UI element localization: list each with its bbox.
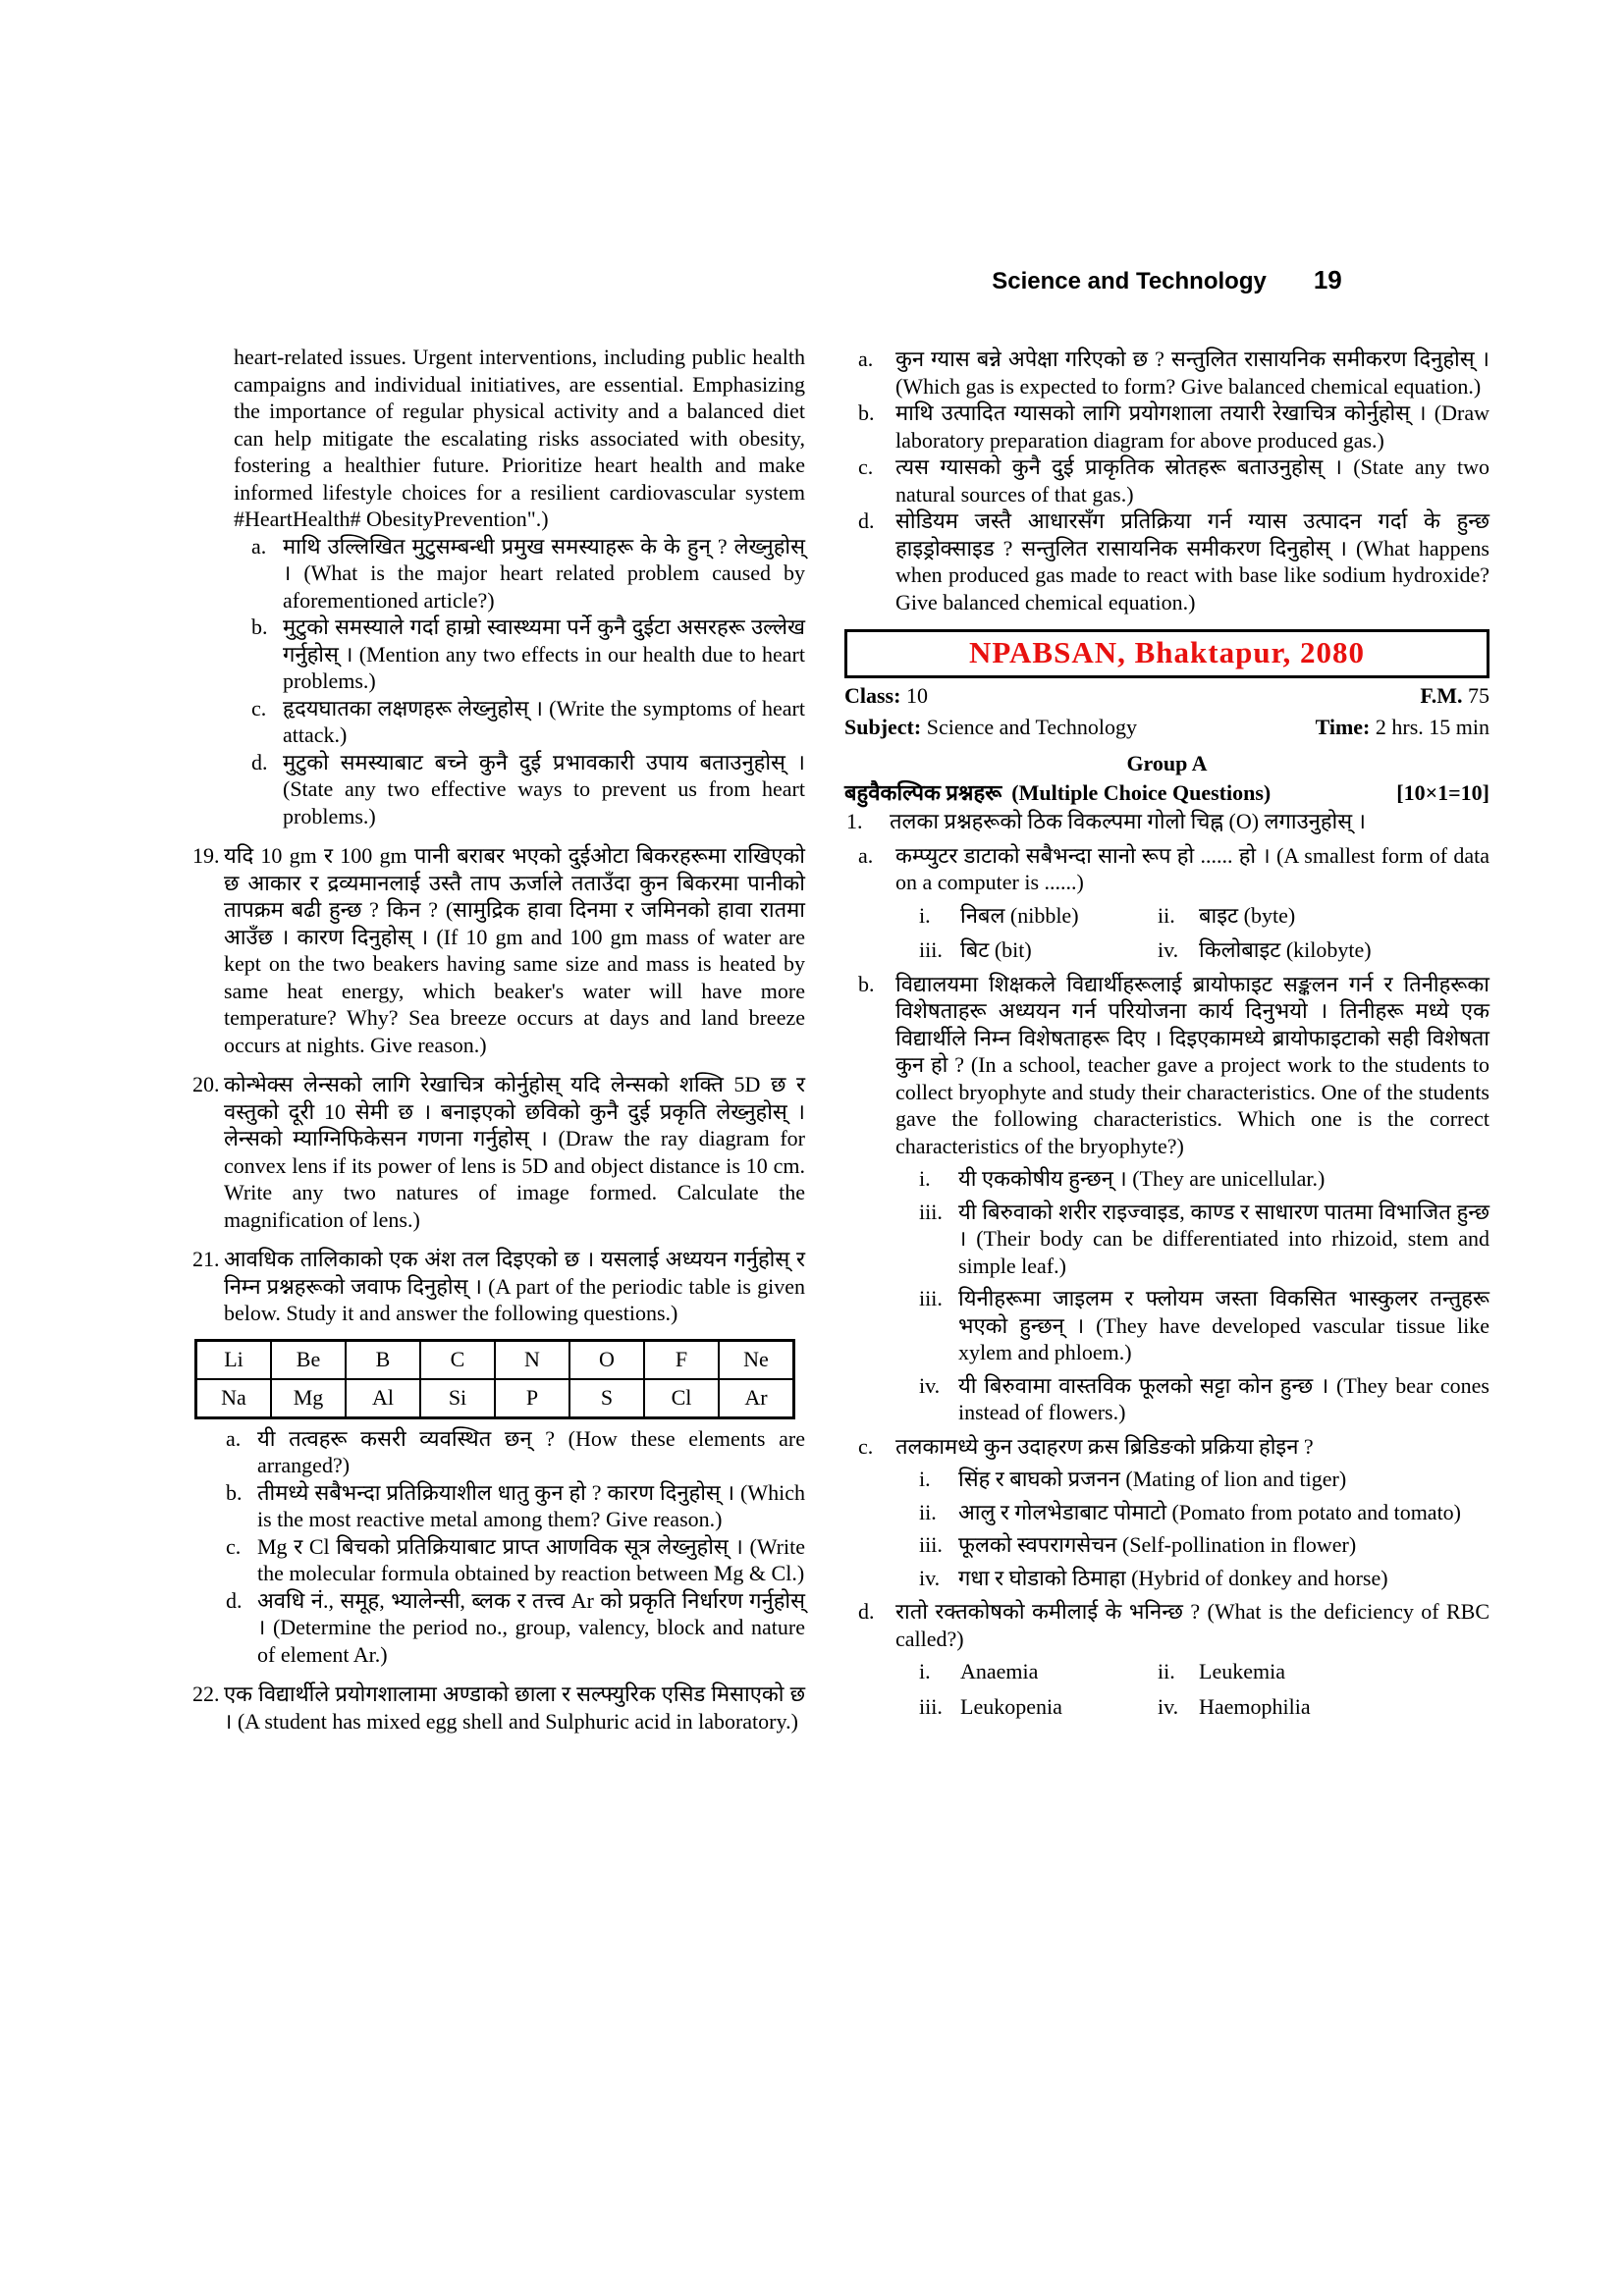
- time-field: [1316, 714, 1489, 741]
- chapter-title: Science and Technology: [992, 268, 1267, 294]
- item-label: a.: [226, 1425, 242, 1451]
- mcq-c-options: [844, 1466, 1489, 1591]
- option-text: यी एककोषीय हुन्छन् । (They are unicellular.): [958, 1166, 1326, 1191]
- option-label: i.: [919, 1467, 931, 1491]
- option-i: [919, 1658, 1158, 1685]
- mcq-heading-text: [844, 779, 1271, 807]
- exam-title-box: [844, 629, 1489, 678]
- class-field: [844, 682, 928, 710]
- item-label: b.: [226, 1479, 243, 1505]
- element-cell: Cl: [644, 1379, 719, 1418]
- item-label: d.: [858, 1599, 875, 1624]
- element-cell: Al: [346, 1379, 420, 1418]
- item-label: b.: [858, 400, 875, 425]
- item-label: c.: [251, 695, 267, 721]
- option-text: बिट (bit): [960, 937, 1032, 962]
- item-label: c.: [226, 1533, 242, 1559]
- periodic-table-fragment: [194, 1339, 795, 1419]
- element-cell: N: [495, 1340, 569, 1379]
- item-text: विद्यालयमा शिक्षकले विद्यार्थीहरूलाई ब्रायोफाइट सङ्कलन गर्न र तिनीहरूका विशेषताहरू अध्ययन गर्न परियोजना कार्य दिनुभयो । तिनीहरू मध्ये एक विद्यार्थीले निम्न विशेषताहरू दिए । दिइएकामध्ये ब्रायोफाइटाको सही विशेषता कुन हो ? (In a school, teacher gave a project work to the students to collect bryophyte and study their characteristics. One of the students gave the following characteristics. Which one is the correct characteristics of the bryophyte?): [895, 971, 1489, 1158]
- option-iii: [919, 1693, 1158, 1721]
- element-cell: S: [569, 1379, 644, 1418]
- option-text: Anaemia: [960, 1659, 1039, 1683]
- option-ii: [844, 1499, 1489, 1526]
- element-cell: Be: [271, 1340, 346, 1379]
- list-item-b: [163, 614, 805, 695]
- option-label: ii.: [1158, 902, 1175, 928]
- option-text: निबल (nibble): [960, 902, 1079, 928]
- question-number: 20.: [192, 1072, 220, 1096]
- item-text: रातो रक्तकोषको कमीलाई के भनिन्छ ? (What is the deficiency of RBC called?): [895, 1599, 1489, 1651]
- option-text: यी बिरुवामा वास्तविक फूलको सट्टा कोन हुन्छ । (They bear cones instead of flowers.): [958, 1372, 1489, 1424]
- option-i: [844, 1165, 1489, 1193]
- exam-title: NPABSAN, Bhaktapur, 2080: [969, 635, 1365, 669]
- item-text: हृदयघातका लक्षणहरू लेख्नुहोस् । (Write the symptoms of heart attack.): [283, 695, 805, 747]
- option-label: iii.: [919, 1693, 943, 1719]
- question-number: 19.: [192, 843, 220, 868]
- option-i: [919, 902, 1158, 930]
- option-ii: [1158, 1658, 1489, 1685]
- item-text: तीमध्ये सबैभन्दा प्रतिक्रियाशील धातु कुन हो ? कारण दिनुहोस् । (Which is the most reactive metal among them? Give reason.): [257, 1479, 805, 1531]
- item-text: मुटुको समस्याबाट बच्ने कुनै दुई प्रभावकारी उपाय बताउनुहोस् । (State any two effective ways to prevent us from heart problems.): [283, 749, 805, 828]
- option-iii: [844, 1531, 1489, 1559]
- mcq-marks: [10×1=10]: [1396, 779, 1489, 805]
- item-text: त्यस ग्यासको कुनै दुई प्राकृतिक स्रोतहरू बताउनुहोस् । (State any two natural sources of that gas.): [895, 454, 1489, 507]
- list-item-a: [844, 346, 1489, 400]
- fm-label: F.M.: [1420, 683, 1463, 708]
- item-text: माथि उत्पादित ग्यासको लागि प्रयोगशाला तयारी रेखाचित्र कोर्नुहोस् । (Draw laboratory preparation diagram for above produced gas.): [895, 400, 1489, 453]
- fm-field: [1420, 682, 1489, 710]
- option-iv: [1158, 1693, 1489, 1721]
- question-number: 22.: [192, 1682, 220, 1706]
- option-text: Haemophilia: [1199, 1693, 1311, 1719]
- option-label: ii.: [919, 1499, 937, 1524]
- question-19: [163, 842, 805, 1058]
- list-item-b: [844, 400, 1489, 454]
- option-label: i.: [919, 1166, 931, 1191]
- option-text: Leukemia: [1199, 1659, 1285, 1683]
- item-label: d.: [858, 508, 875, 533]
- question-number: 1.: [846, 809, 863, 833]
- option-label: iii.: [919, 937, 943, 962]
- table-row: [196, 1340, 794, 1379]
- item-label: b.: [858, 971, 875, 996]
- option-ii: [1158, 902, 1489, 930]
- time-label: Time:: [1315, 714, 1371, 739]
- option-i: [844, 1466, 1489, 1493]
- item-text: कुन ग्यास बन्ने अपेक्षा गरिएको छ ? सन्तुलित रासायनिक समीकरण दिनुहोस् । (Which gas is expected to form? Give balanced chemical equation.): [895, 347, 1489, 399]
- question-21: [163, 1246, 805, 1327]
- item-label: b.: [251, 614, 268, 639]
- question-text: तलका प्रश्नहरूको ठिक विकल्पमा गोलो चिह्न (O) लगाउनुहोस् ।: [890, 809, 1366, 833]
- item-label: a.: [858, 347, 874, 371]
- item-text: यी तत्वहरू कसरी व्यवस्थित छन् ? (How these elements are arranged?): [257, 1425, 805, 1477]
- question-20: [163, 1071, 805, 1233]
- question-1: [844, 808, 1489, 835]
- item-text: अवधि नं., समूह, भ्यालेन्सी, ब्लक र तत्त्व Ar को प्रकृति निर्धारण गर्नुहोस् । (Determine the period no., group, valency, block and nature of element Ar.): [257, 1587, 805, 1667]
- option-text: फूलको स्वपरागसेचन (Self-pollination in flower): [958, 1532, 1357, 1557]
- option-iv: [844, 1565, 1489, 1592]
- option-iii-first: [844, 1199, 1489, 1280]
- fm-value: 75: [1468, 683, 1489, 708]
- option-iii-second: [844, 1285, 1489, 1366]
- list-item-d: [844, 507, 1489, 615]
- element-cell: Na: [196, 1379, 272, 1418]
- mcq-item-b: [844, 971, 1489, 1160]
- mcq-item-a: [844, 842, 1489, 896]
- element-cell: Li: [196, 1340, 272, 1379]
- option-text: Leukopenia: [960, 1693, 1062, 1719]
- option-label: i.: [919, 1659, 931, 1683]
- option-label: iii.: [919, 1532, 943, 1557]
- element-cell: F: [644, 1340, 719, 1379]
- option-text: बाइट (byte): [1199, 902, 1296, 928]
- item-text: सोडियम जस्तै आधारसँग प्रतिक्रिया गर्न ग्यास उत्पादन गर्दा के हुन्छ हाइड्रोक्साइड ? सन्तुलित रासायनिक समीकरण दिनुहोस् । (What happens when produced gas made to react with base like sodium hydroxide? Give balanced chemical equation.): [895, 508, 1489, 614]
- table-row: [196, 1379, 794, 1418]
- mcq-b-options: [844, 1165, 1489, 1426]
- option-label: iv.: [1158, 1693, 1179, 1719]
- q21-item-a: [163, 1425, 805, 1479]
- subject-label: Subject:: [844, 714, 922, 739]
- option-label: iii.: [919, 1286, 943, 1310]
- left-column: [163, 344, 805, 1735]
- list-item-c: [163, 695, 805, 749]
- option-label: i.: [919, 902, 931, 928]
- item-label: a.: [251, 533, 267, 559]
- item-label: c.: [858, 454, 874, 479]
- element-cell: P: [495, 1379, 569, 1418]
- item-label: d.: [226, 1587, 243, 1613]
- list-item-d: [163, 749, 805, 830]
- item-text: मुटुको समस्याले गर्दा हाम्रो स्वास्थ्यमा पर्ने कुनै दुईटा असरहरू उल्लेख गर्नुहोस् । (Mention any two effects in our health due to heart problems.): [283, 614, 805, 693]
- element-cell: Mg: [271, 1379, 346, 1418]
- q18-continuation-paragraph: heart-related issues. Urgent interventions, including public health campaigns and individual initiatives, are essential. Emphasizing the importance of regular physical activity and a balanced diet can help mitigate the escalating risks associated with obesity, fostering a healthier future. Prioritize heart health and make informed lifestyle choices for a resilient cardiovascular system #HeartHealth# ObesityPrevention".): [234, 345, 805, 531]
- mcq-item-d: [844, 1598, 1489, 1652]
- item-text: माथि उल्लिखित मुटुसम्बन्धी प्रमुख समस्याहरू के के हुन् ? लेख्नुहोस् । (What is the major heart related problem caused by aforementioned article?): [283, 533, 805, 613]
- option-text: सिंह र बाघको प्रजनन (Mating of lion and tiger): [958, 1467, 1347, 1491]
- item-label: a.: [858, 842, 874, 868]
- list-item-c: [844, 454, 1489, 507]
- option-label: iii.: [919, 1199, 943, 1224]
- class-value: 10: [905, 683, 928, 708]
- running-head: [844, 267, 1489, 295]
- exam-meta-row-1: [844, 682, 1489, 710]
- element-cell: Ar: [719, 1379, 794, 1418]
- q21-item-b: [163, 1479, 805, 1533]
- option-text: गधा र घोडाको ठिमाहा (Hybrid of donkey and horse): [958, 1565, 1388, 1590]
- element-cell: C: [420, 1340, 495, 1379]
- page-number: 19: [1313, 265, 1342, 294]
- option-text: यिनीहरूमा जाइलम र फ्लोयम जस्ता विकसित भास्कुलर तन्तुहरू भएको हुन्छन् । (They have developed vascular tissue like xylem and phloem.): [958, 1286, 1489, 1364]
- subject-field: [844, 714, 1137, 741]
- option-text: आलु र गोलभेडाबाट पोमाटो (Pomato from potato and tomato): [958, 1499, 1462, 1524]
- item-text: तलकामध्ये कुन उदाहरण क्रस ब्रिडिङको प्रक्रिया होइन ?: [895, 1433, 1314, 1459]
- right-column: [844, 346, 1489, 1720]
- mcq-heading-nepali: बहुवैकल्पिक प्रश्नहरू: [844, 779, 1002, 805]
- subject-value: Science and Technology: [926, 714, 1138, 739]
- time-value: 2 hrs. 15 min: [1375, 714, 1489, 739]
- option-iii: [919, 936, 1158, 964]
- group-title: Group A: [1126, 751, 1208, 775]
- mcq-a-options: [919, 902, 1489, 964]
- option-label: ii.: [1158, 1659, 1175, 1683]
- mcq-d-options: [919, 1658, 1489, 1720]
- q21-item-c: [163, 1533, 805, 1587]
- class-label: Class:: [844, 683, 901, 708]
- element-cell: O: [569, 1340, 644, 1379]
- option-label: iv.: [919, 1372, 941, 1398]
- q21-item-d: [163, 1587, 805, 1669]
- exam-meta-row-2: [844, 714, 1489, 741]
- option-label: iv.: [1158, 937, 1179, 962]
- mcq-heading-english: (Multiple Choice Questions): [1011, 779, 1272, 805]
- question-number: 21.: [192, 1247, 220, 1271]
- mcq-item-c: [844, 1433, 1489, 1461]
- element-cell: Ne: [719, 1340, 794, 1379]
- option-text: किलोबाइट (kilobyte): [1199, 937, 1372, 962]
- question-text: यदि 10 gm र 100 gm पानी बराबर भएको दुईओटा बिकरहरूमा राखिएको छ आकार र द्रव्यमानलाई उस्तै ताप ऊर्जाले तताउँदा कुन बिकरमा पानीको तापक्रम बढी हुन्छ ? किन ? (सामुद्रिक हावा दिनमा र जमिनको हावा रातमा आउँछ । कारण दिनुहोस् । (If 10 gm and 100 gm mass of water are kept on the two beakers having same size and mass is heated by same heat energy, which beaker's water will have more temperature? Why? Sea breeze occurs at days and land breeze occurs at nights. Give reason.): [224, 843, 805, 1057]
- item-text: कम्प्युटर डाटाको सबैभन्दा सानो रूप हो ...... हो । (A smallest form of data on a computer is ......): [895, 842, 1489, 894]
- mcq-section-heading: [844, 779, 1489, 807]
- option-text: यी बिरुवाको शरीर राइज्वाइड, काण्ड र साधारण पातमा विभाजित हुन्छ । (Their body can be differentiated into rhizoid, stem and simple leaf.): [958, 1199, 1489, 1278]
- option-label: iv.: [919, 1565, 941, 1590]
- item-label: d.: [251, 749, 268, 774]
- question-22: [163, 1681, 805, 1735]
- question-text: एक विद्यार्थीले प्रयोगशालामा अण्डाको छाला र सल्फ्युरिक एसिड मिसाएको छ । (A student has mixed egg shell and Sulphuric acid in laboratory.): [224, 1682, 805, 1734]
- item-text: Mg र Cl बिचको प्रतिक्रियाबाट प्राप्त आणविक सूत्र लेख्नुहोस् । (Write the molecular formula obtained by reaction between Mg & Cl.): [257, 1533, 805, 1585]
- question-text: कोन्भेक्स लेन्सको लागि रेखाचित्र कोर्नुहोस् यदि लेन्सको शक्ति 5D छ र वस्तुको दूरी 10 सेमी छ । बनाइएको छविको कुनै दुई प्रकृति लेख्नुहोस् । लेन्सको म्याग्निफिकेसन गणना गर्नुहोस् । (Draw the ray diagram for convex lens if its power of lens is 5D and object distance is 10 cm. Write any two natures of image formed. Calculate the magnification of lens.): [224, 1072, 805, 1232]
- list-item-a: [163, 533, 805, 614]
- option-iv: [844, 1372, 1489, 1426]
- option-iv: [1158, 936, 1489, 964]
- element-cell: B: [346, 1340, 420, 1379]
- item-label: c.: [858, 1433, 874, 1459]
- question-text: आवधिक तालिकाको एक अंश तल दिइएको छ । यसलाई अध्ययन गर्नुहोस् र निम्न प्रश्नहरूको जवाफ दिनुहोस् । (A part of the periodic table is given below. Study it and answer the following questions.): [224, 1247, 805, 1325]
- element-cell: Si: [420, 1379, 495, 1418]
